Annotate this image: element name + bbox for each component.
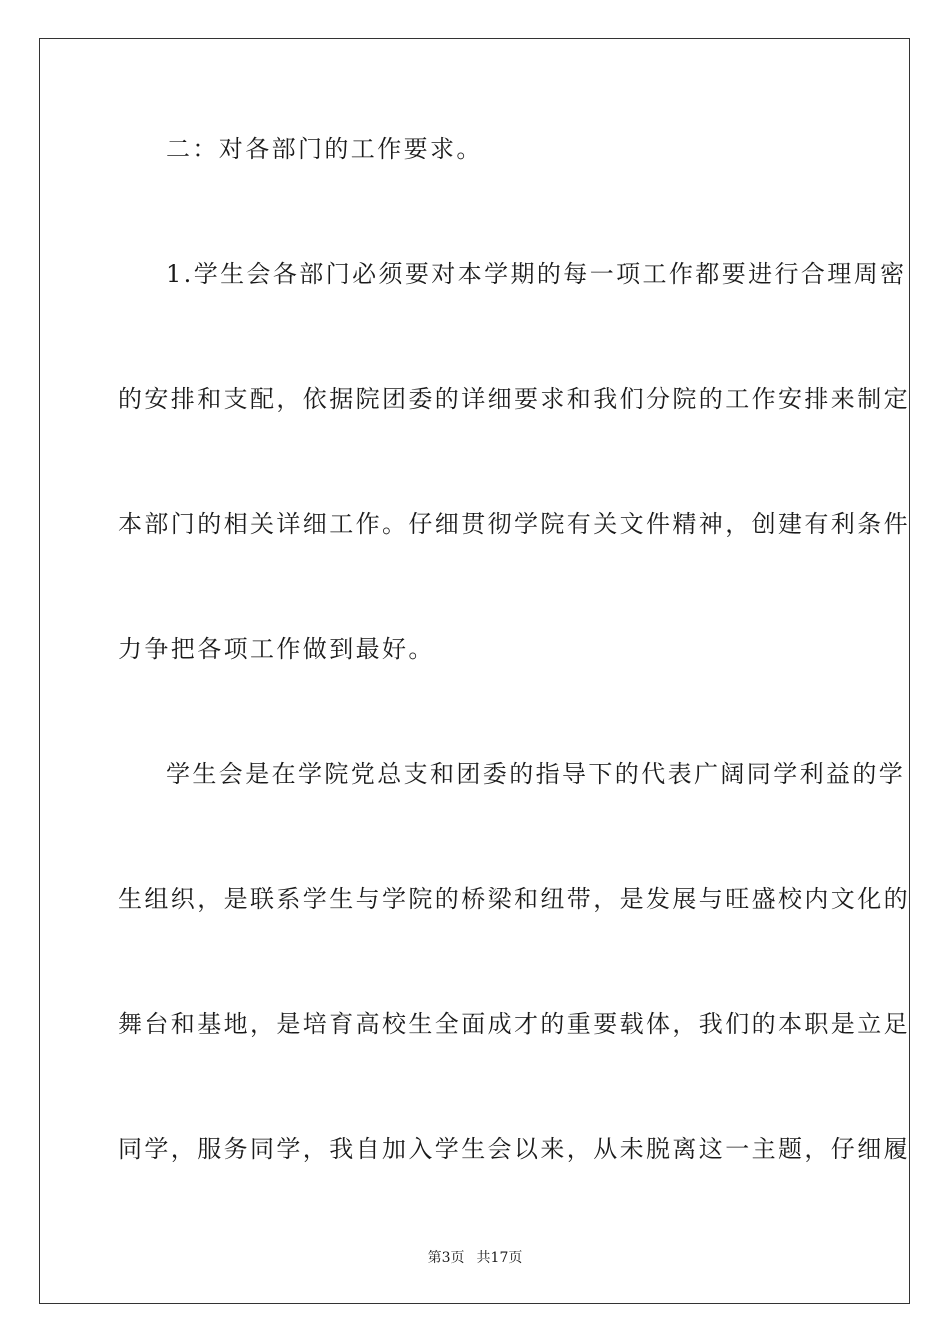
paragraph-line: 1.学生会各部门必须要对本学期的每一项工作都要进行合理周密	[166, 260, 907, 288]
paragraph-line: 舞台和基地，是培育高校生全面成才的重要载体，我们的本职是立足	[118, 1010, 910, 1038]
paragraph-line: 生组织，是联系学生与学院的桥梁和纽带，是发展与旺盛校内文化的	[118, 885, 910, 913]
section-heading: 二：对各部门的工作要求。	[166, 135, 483, 163]
page-number: 第3页	[427, 1250, 465, 1266]
paragraph-line: 力争把各项工作做到最好。	[118, 635, 435, 663]
paragraph-line: 本部门的相关详细工作。仔细贯彻学院有关文件精神，创建有利条件	[118, 510, 910, 538]
page-footer	[0, 1249, 950, 1267]
page-total: 共17页	[476, 1250, 523, 1266]
paragraph-line: 同学，服务同学，我自加入学生会以来，从未脱离这一主题，仔细履	[118, 1135, 910, 1163]
page-border	[39, 38, 910, 1304]
paragraph-line: 学生会是在学院党总支和团委的指导下的代表广阔同学利益的学	[166, 760, 906, 788]
paragraph-line: 的安排和支配，依据院团委的详细要求和我们分院的工作安排来制定	[118, 385, 910, 413]
